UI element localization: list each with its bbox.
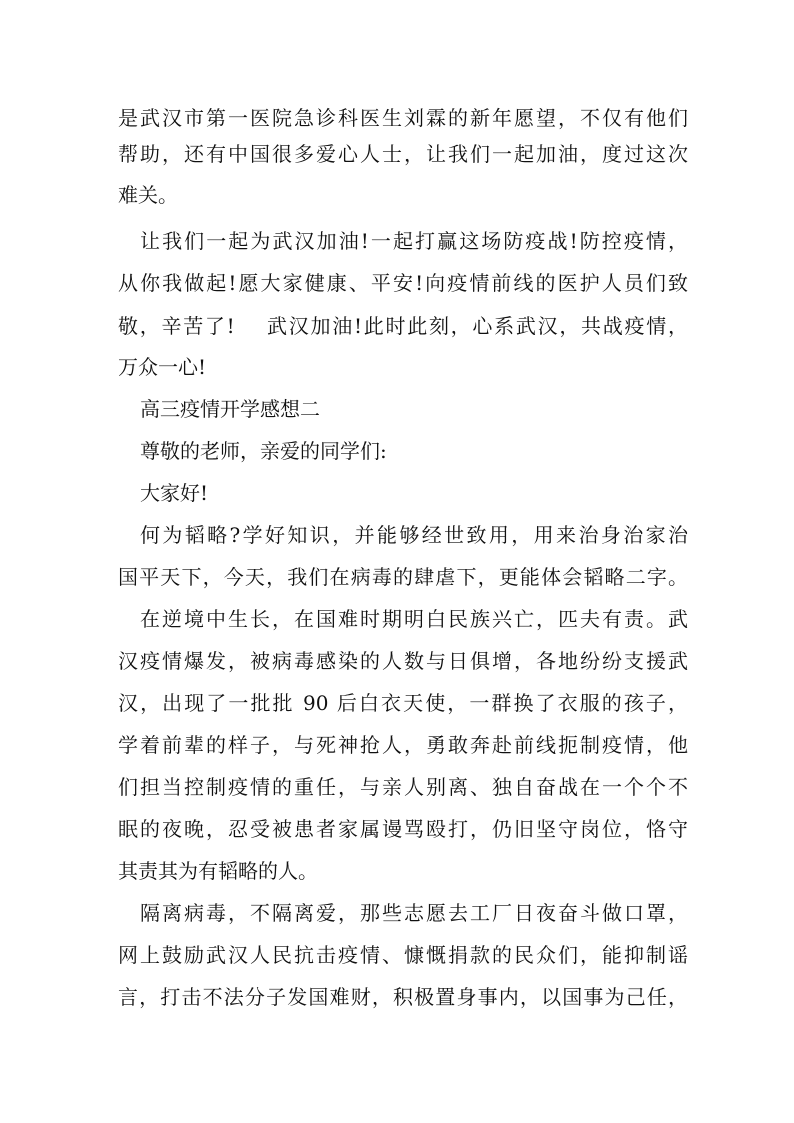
- text-line: 何为韬略?学好知识，并能够经世致用，用来治身治家治: [140, 523, 688, 547]
- text-line: 在逆境中生长，在国难时期明白民族兴亡，匹夫有责。武: [140, 607, 688, 631]
- text-line: 从你我做起!愿大家健康、平安!向疫情前线的医护人员们致: [118, 271, 688, 295]
- text-line: 帮助，还有中国很多爱心人士，让我们一起加油，度过这次: [118, 142, 688, 166]
- text-line: 难关。: [118, 183, 178, 207]
- text-line: 其责其为有韬略的人。: [118, 859, 318, 883]
- text-line: 让我们一起为武汉加油!一起打赢这场防疫战!防控疫情，: [140, 229, 688, 253]
- text-line: 网上鼓励武汉人民抗击疫情、慷慨捐款的民众们，能抑制谣: [118, 943, 688, 967]
- text-line: 汉，出现了一批批 90 后白衣天使，一群换了衣服的孩子，: [118, 691, 688, 715]
- text-line: 万众一心!: [118, 355, 207, 379]
- text-line: 言，打击不法分子发国难财，积极置身事内，以国事为己任，: [118, 985, 688, 1009]
- text-line: 国平天下，今天，我们在病毒的肆虐下，更能体会韬略二字。: [118, 565, 688, 589]
- text-line: 敬，辛苦了! 武汉加油!此时此刻，心系武汉，共战疫情，: [118, 314, 688, 338]
- text-line: 汉疫情爆发，被病毒感染的人数与日俱增，各地纷纷支援武: [118, 649, 688, 673]
- text-line: 是武汉市第一医院急诊科医生刘霖的新年愿望，不仅有他们: [118, 106, 688, 130]
- section-heading: 高三疫情开学感想二: [140, 397, 320, 421]
- greeting: 大家好!: [140, 481, 209, 505]
- text-line: 眠的夜晚，忍受被患者家属谩骂殴打，仍旧坚守岗位，恪守: [118, 817, 688, 841]
- salutation: 尊敬的老师，亲爱的同学们:: [140, 439, 387, 463]
- text-line: 学着前辈的样子，与死神抢人，勇敢奔赴前线扼制疫情，他: [118, 733, 688, 757]
- text-line: 隔离病毒，不隔离爱，那些志愿去工厂日夜奋斗做口罩，: [140, 901, 688, 925]
- text-line: 们担当控制疫情的重任，与亲人别离、独自奋战在一个个不: [118, 775, 688, 799]
